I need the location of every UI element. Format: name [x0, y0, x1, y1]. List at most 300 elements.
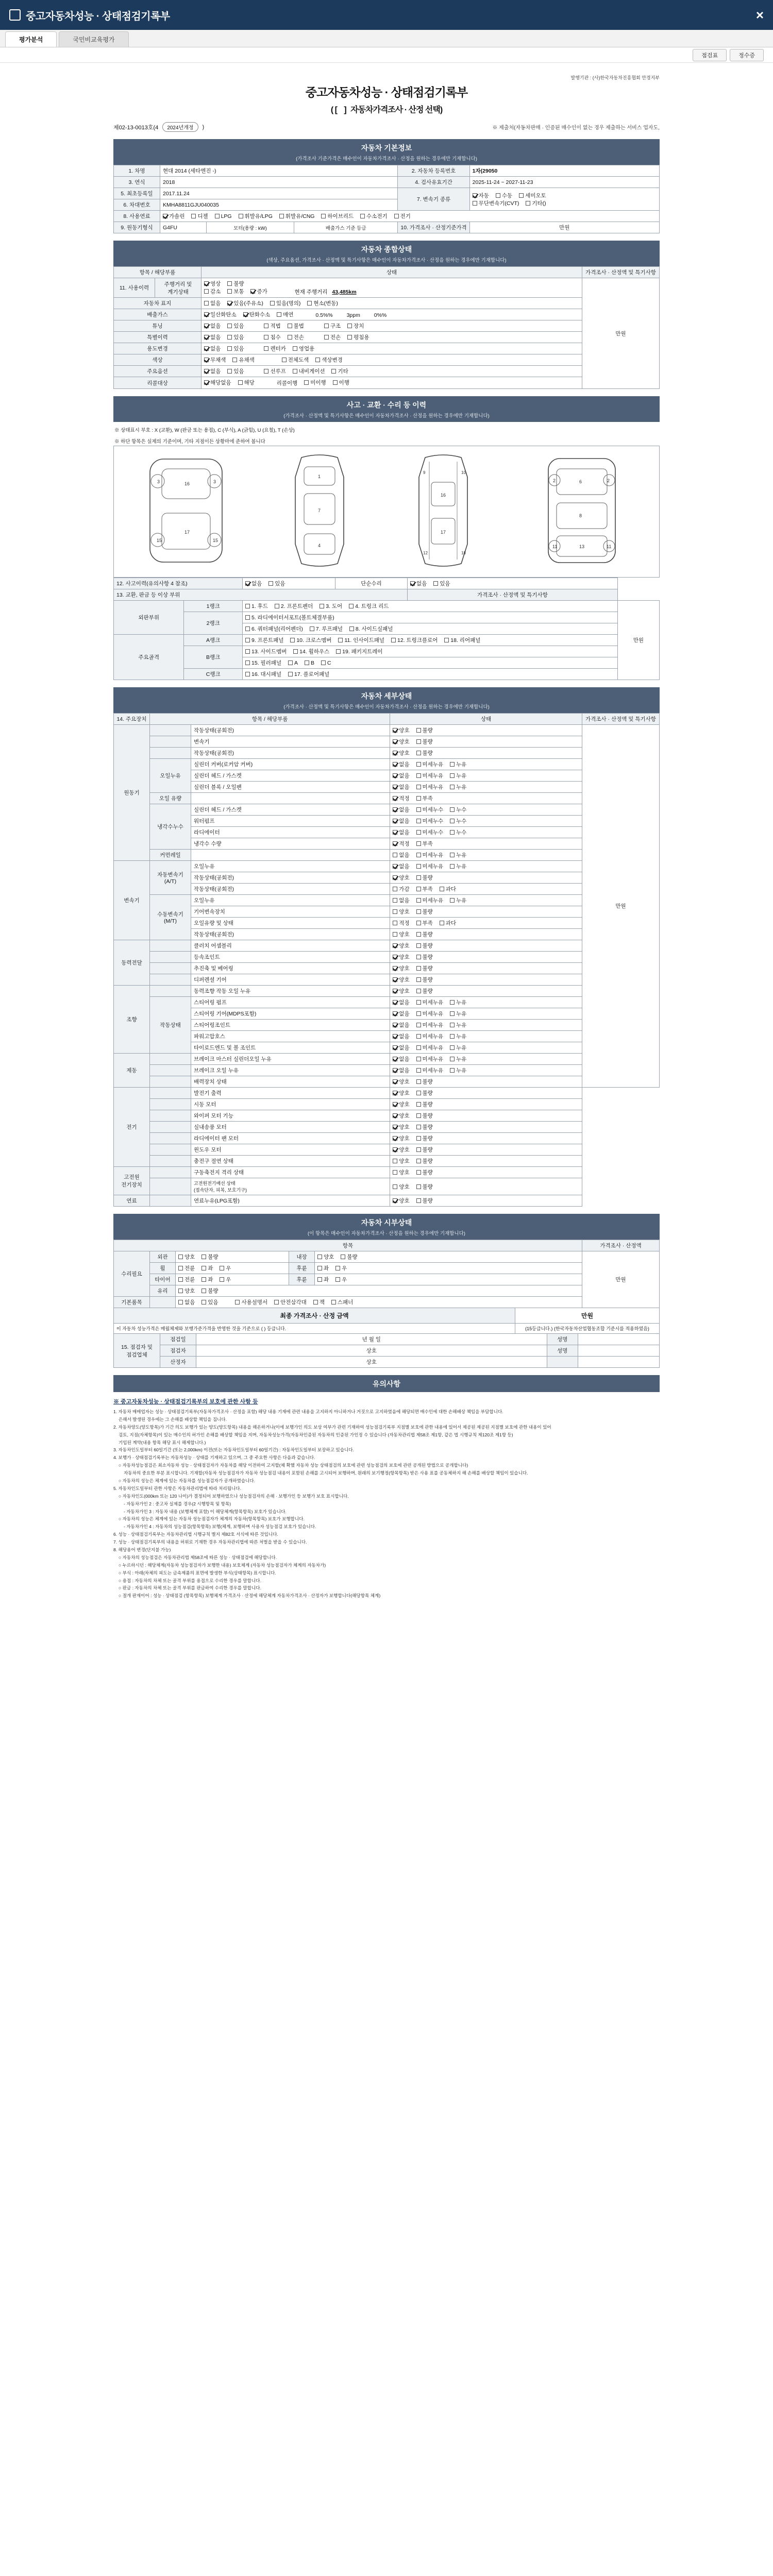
- value-B랭크[interactable]: [243, 646, 618, 657]
- checkbox-불법[interactable]: [288, 322, 304, 330]
- value-산정기준가격[interactable]: 만원: [469, 222, 659, 233]
- checkbox-없음[interactable]: [393, 1066, 409, 1074]
- checkbox-무단변속기[interactable]: [473, 199, 519, 207]
- state-유리[interactable]: [176, 1285, 582, 1297]
- state-윈도우모터[interactable]: [390, 1144, 582, 1156]
- value-A랭크[interactable]: [243, 635, 618, 646]
- state-와이퍼모터[interactable]: [390, 1110, 582, 1122]
- checkbox-가감[interactable]: [393, 885, 409, 893]
- 정수증-button[interactable]: 정수증: [730, 49, 764, 61]
- value-용도변경[interactable]: [201, 343, 582, 354]
- checkbox-후드[interactable]: [245, 602, 268, 610]
- checkbox-누유[interactable]: [450, 862, 466, 870]
- checkbox-양호[interactable]: [393, 1078, 409, 1086]
- checkbox-양호[interactable]: [393, 987, 409, 995]
- state-실린더헤드[interactable]: [390, 770, 582, 782]
- state-스티어링펌프[interactable]: [390, 997, 582, 1008]
- value-성명3[interactable]: [578, 1357, 659, 1368]
- value-co[interactable]: 0.5%%: [315, 312, 333, 318]
- checkbox-좌[interactable]: [317, 1264, 329, 1272]
- checkbox-불량[interactable]: [416, 726, 433, 734]
- state-타이로드엔드[interactable]: [390, 1042, 582, 1054]
- value-튜닝[interactable]: [201, 320, 582, 332]
- checkbox-사용설명서[interactable]: [235, 1298, 267, 1306]
- value-원동기형식[interactable]: G4FU: [160, 222, 207, 233]
- checkbox-양호[interactable]: [393, 749, 409, 757]
- checkbox-구조[interactable]: [324, 322, 341, 330]
- checkbox-불량[interactable]: [416, 930, 433, 938]
- checkbox-영업용[interactable]: [293, 345, 314, 352]
- state-변속기[interactable]: [390, 736, 582, 748]
- checkbox-필러A[interactable]: [288, 660, 298, 666]
- checkbox-누수[interactable]: [450, 828, 466, 836]
- value-색상[interactable]: [201, 354, 582, 366]
- checkbox-누유[interactable]: [450, 998, 466, 1006]
- checkbox-누수[interactable]: [450, 817, 466, 825]
- checkbox-없음[interactable]: [393, 1044, 409, 1052]
- state-파워고압호스[interactable]: [390, 1031, 582, 1042]
- state-배력장치상태[interactable]: [390, 1076, 582, 1088]
- checkbox-없음[interactable]: [393, 1021, 409, 1029]
- checkbox-렌터카[interactable]: [264, 345, 285, 352]
- value-C랭크[interactable]: [243, 669, 618, 680]
- state-자동작동상태[interactable]: [390, 872, 582, 884]
- checkbox-부족[interactable]: [416, 885, 433, 893]
- checkbox-튜닝있음[interactable]: [227, 322, 244, 330]
- checkbox-불량[interactable]: [416, 1123, 433, 1131]
- state-구동축전지격리[interactable]: [390, 1167, 582, 1178]
- state-디퍼렌셜기어[interactable]: [390, 974, 582, 986]
- checkbox-미세누유[interactable]: [416, 998, 444, 1006]
- checkbox-전기[interactable]: [394, 212, 411, 220]
- checkbox-양호[interactable]: [393, 1168, 409, 1176]
- checkbox-우[interactable]: [335, 1276, 347, 1283]
- checkbox-대시패널[interactable]: [245, 670, 281, 678]
- tab-평가분석[interactable]: 평가분석: [5, 31, 57, 47]
- value-accident-price[interactable]: 만원: [617, 601, 659, 680]
- value-2랭크-a[interactable]: [243, 612, 618, 623]
- checkbox-용도있음[interactable]: [227, 345, 244, 352]
- value-검사유효기간[interactable]: 2025-11-24 ~ 2027-11-23: [469, 177, 659, 188]
- value-차대번호[interactable]: KMHA8811GJU040035: [160, 199, 398, 211]
- value-변속기종류[interactable]: [469, 188, 659, 211]
- checkbox-침수[interactable]: [264, 333, 280, 341]
- checkbox-양호[interactable]: [393, 874, 409, 882]
- checkbox-좌[interactable]: [201, 1276, 213, 1283]
- checkbox-누유[interactable]: [450, 851, 466, 859]
- value-detail-price[interactable]: 만원: [582, 725, 660, 1088]
- checkbox-양호[interactable]: [178, 1253, 195, 1261]
- checkbox-누유[interactable]: [450, 783, 466, 791]
- state-내장[interactable]: [315, 1251, 582, 1263]
- value-최초등록일[interactable]: 2017.11.24: [160, 188, 398, 199]
- checkbox-좌[interactable]: [201, 1264, 213, 1272]
- checkbox-누수[interactable]: [450, 806, 466, 814]
- checkbox-양호[interactable]: [393, 1123, 409, 1131]
- state-냉각수수량[interactable]: [390, 838, 582, 850]
- checkbox-부족[interactable]: [416, 840, 433, 848]
- checkbox-없음[interactable]: [393, 783, 409, 791]
- checkbox-미세누유[interactable]: [416, 862, 444, 870]
- value-점검일[interactable]: 년 월 일: [196, 1334, 547, 1345]
- checkbox-불량[interactable]: [416, 1112, 433, 1120]
- checkbox-옵션없음[interactable]: [204, 367, 221, 375]
- checkbox-미세누유[interactable]: [416, 1021, 444, 1029]
- checkbox-라디에이터서포트[interactable]: [245, 614, 334, 621]
- checkbox-트렁크플로어[interactable]: [391, 636, 438, 644]
- checkbox-없음[interactable]: [204, 299, 221, 307]
- checkbox-해당[interactable]: [238, 379, 255, 386]
- state-라디에이터[interactable]: [390, 827, 582, 838]
- checkbox-내비게이션[interactable]: [293, 367, 325, 375]
- state-휠[interactable]: [176, 1263, 289, 1274]
- checkbox-프론트패널[interactable]: [245, 636, 283, 644]
- checkbox-없음[interactable]: [393, 862, 409, 870]
- checkbox-크로스멤버[interactable]: [290, 636, 331, 644]
- checkbox-적정[interactable]: [393, 919, 409, 927]
- state-실내송풍모터[interactable]: [390, 1122, 582, 1133]
- checkbox-이행[interactable]: [333, 379, 349, 386]
- checkbox-보통[interactable]: [227, 287, 244, 295]
- value-산정자-상호[interactable]: 상호: [196, 1357, 547, 1368]
- checkbox-미이행[interactable]: [304, 379, 326, 386]
- checkbox-디젤[interactable]: [191, 212, 208, 220]
- checkbox-양호[interactable]: [178, 1287, 195, 1295]
- checkbox-불량[interactable]: [416, 964, 433, 972]
- value-리콜대상[interactable]: [201, 377, 582, 389]
- state-발전기출력[interactable]: [390, 1088, 582, 1099]
- checkbox-불량[interactable]: [416, 1168, 433, 1176]
- value-total[interactable]: 만원: [515, 1308, 660, 1324]
- value-사용연료[interactable]: [160, 211, 660, 222]
- state-커먼레일[interactable]: [390, 850, 582, 861]
- checkbox-사이드실패널[interactable]: [349, 625, 393, 633]
- value-extra-price[interactable]: 만원: [582, 1251, 660, 1308]
- checkbox-휘발유LPG[interactable]: [239, 212, 273, 220]
- state-후륜[interactable]: [315, 1263, 582, 1274]
- state-충전구절연[interactable]: [390, 1156, 582, 1167]
- checkbox-불량[interactable]: [201, 1253, 218, 1261]
- checkbox-가솔린[interactable]: [163, 212, 184, 220]
- state-수동작동상태[interactable]: [390, 929, 582, 940]
- checkbox-불량[interactable]: [416, 1089, 433, 1097]
- checkbox-양호[interactable]: [393, 964, 409, 972]
- checkbox-단순없음[interactable]: [410, 580, 427, 587]
- checkbox-누유[interactable]: [450, 1055, 466, 1063]
- checkbox-양호[interactable]: [393, 1146, 409, 1154]
- checkbox-매연[interactable]: [277, 311, 293, 318]
- checkbox-누유[interactable]: [450, 896, 466, 904]
- checkbox-양호[interactable]: [317, 1253, 334, 1261]
- state-동력조향누유[interactable]: [390, 986, 582, 997]
- checkbox-평침용[interactable]: [347, 333, 369, 341]
- checkbox-없음[interactable]: [393, 998, 409, 1006]
- state-연료누유[interactable]: [390, 1195, 582, 1207]
- value-필러패널[interactable]: [243, 657, 618, 669]
- checkbox-특별없음[interactable]: [204, 333, 221, 341]
- checkbox-불량[interactable]: [416, 987, 433, 995]
- state-후륜2[interactable]: [315, 1274, 582, 1285]
- checkbox-불량[interactable]: [416, 908, 433, 916]
- value-배출가스[interactable]: [201, 309, 582, 320]
- state-브레이크오일누유[interactable]: [390, 1065, 582, 1076]
- checkbox-누유[interactable]: [450, 1044, 466, 1052]
- value-주요옵션[interactable]: [201, 366, 582, 377]
- checkbox-전손[interactable]: [288, 333, 304, 341]
- state-자동오일누유[interactable]: [390, 861, 582, 872]
- checkbox-미세누수[interactable]: [416, 828, 444, 836]
- value-smoke[interactable]: 0%%: [374, 312, 387, 318]
- value-단순수리[interactable]: [408, 578, 618, 589]
- value-연식[interactable]: 2018: [160, 177, 398, 188]
- value-사고이력[interactable]: [243, 578, 335, 589]
- checkbox-불량[interactable]: [416, 942, 433, 950]
- tab-국민비교육평가[interactable]: 국민비교육평가: [59, 31, 128, 47]
- checkbox-누유[interactable]: [450, 1010, 466, 1018]
- checkbox-스패너[interactable]: [331, 1298, 353, 1306]
- state-스티어링기어[interactable]: [390, 1008, 582, 1020]
- checkbox-과다[interactable]: [440, 885, 456, 893]
- checkbox-전체도색[interactable]: [282, 356, 309, 364]
- state-라디에이터팬모터[interactable]: [390, 1133, 582, 1144]
- checkbox-없음[interactable]: [178, 1298, 195, 1306]
- checkbox-세미오토[interactable]: [519, 192, 546, 199]
- checkbox-일산화탄소[interactable]: [204, 311, 237, 318]
- checkbox-미세누유[interactable]: [416, 1032, 444, 1040]
- value-성명2[interactable]: [578, 1345, 659, 1357]
- checkbox-현소변동[interactable]: [307, 299, 338, 307]
- checkbox-없음[interactable]: [393, 1055, 409, 1063]
- checkbox-부족[interactable]: [416, 919, 433, 927]
- checkbox-과다[interactable]: [440, 919, 456, 927]
- checkbox-미세누수[interactable]: [416, 817, 444, 825]
- state-냉각헤드[interactable]: [390, 804, 582, 816]
- checkbox-트렁크리드[interactable]: [349, 602, 389, 610]
- checkbox-양호[interactable]: [393, 738, 409, 745]
- checkbox-미세누수[interactable]: [416, 806, 444, 814]
- checkbox-누유[interactable]: [450, 1066, 466, 1074]
- state-실린더커버[interactable]: [390, 759, 582, 770]
- checkbox-적정[interactable]: [393, 794, 409, 802]
- checkbox-불량[interactable]: [416, 738, 433, 745]
- checkbox-미세누유[interactable]: [416, 783, 444, 791]
- checkbox-양호[interactable]: [393, 976, 409, 984]
- checkbox-적법[interactable]: [264, 322, 280, 330]
- state-기본품목[interactable]: [176, 1297, 582, 1308]
- checkbox-불량[interactable]: [416, 1197, 433, 1205]
- checkbox-없음[interactable]: [393, 1032, 409, 1040]
- checkbox-없음[interactable]: [393, 828, 409, 836]
- state-작동상태1[interactable]: [390, 725, 582, 736]
- checkbox-미세누유[interactable]: [416, 851, 444, 859]
- checkbox-미세누유[interactable]: [416, 1055, 444, 1063]
- checkbox-기타[interactable]: [526, 199, 546, 207]
- checkbox-미세누유[interactable]: [416, 1066, 444, 1074]
- checkbox-있음[interactable]: [201, 1298, 218, 1306]
- value-등록번호[interactable]: 1자(29050: [469, 165, 659, 177]
- checkbox-인사이드패널[interactable]: [338, 636, 384, 644]
- checkbox-잭[interactable]: [313, 1298, 325, 1306]
- checkbox-미세누유[interactable]: [416, 772, 444, 779]
- value-성명1[interactable]: [578, 1334, 659, 1345]
- checkbox-LPG[interactable]: [215, 213, 232, 219]
- value-hc[interactable]: 3ppm: [346, 312, 360, 318]
- checkbox-특별있음[interactable]: [227, 333, 244, 341]
- checkbox-필러B[interactable]: [305, 660, 314, 666]
- state-오일유량[interactable]: [390, 793, 582, 804]
- checkbox-불량[interactable]: [416, 1134, 433, 1142]
- checkbox-사고있음[interactable]: [268, 580, 285, 587]
- value-2랭크-b[interactable]: [243, 623, 618, 635]
- checkbox-유채색[interactable]: [232, 356, 254, 364]
- checkbox-영상[interactable]: [204, 280, 221, 287]
- state-작동상태2[interactable]: [390, 748, 582, 759]
- checkbox-전륜[interactable]: [178, 1276, 195, 1283]
- checkbox-양호[interactable]: [393, 942, 409, 950]
- checkbox-좌[interactable]: [317, 1276, 329, 1283]
- checkbox-양호[interactable]: [393, 1183, 409, 1191]
- checkbox-탄화수소[interactable]: [243, 311, 271, 318]
- checkbox-리어패널[interactable]: [444, 636, 480, 644]
- checkbox-우[interactable]: [220, 1276, 231, 1283]
- checkbox-없음[interactable]: [393, 806, 409, 814]
- checkbox-없음[interactable]: [393, 896, 409, 904]
- checkbox-양호[interactable]: [393, 953, 409, 961]
- checkbox-미세누유[interactable]: [416, 896, 444, 904]
- checkbox-휠하우스[interactable]: [293, 648, 329, 655]
- checkbox-단순있음[interactable]: [433, 580, 450, 587]
- checkbox-불량[interactable]: [416, 1146, 433, 1154]
- value-주행거리계기[interactable]: [201, 278, 582, 298]
- checkbox-수동[interactable]: [496, 192, 512, 199]
- value-overall-price-note[interactable]: 만원: [582, 278, 660, 389]
- state-클러치어셈블리[interactable]: [390, 940, 582, 952]
- checkbox-불량[interactable]: [416, 1157, 433, 1165]
- checkbox-양호[interactable]: [393, 726, 409, 734]
- state-수동유량상태[interactable]: [390, 918, 582, 929]
- checkbox-양호[interactable]: [393, 1134, 409, 1142]
- checkbox-우[interactable]: [220, 1264, 231, 1272]
- checkbox-전손2[interactable]: [324, 333, 341, 341]
- value-1랭크[interactable]: [243, 601, 618, 612]
- state-타이어[interactable]: [176, 1274, 289, 1285]
- checkbox-옵션있음[interactable]: [227, 367, 244, 375]
- checkbox-자동[interactable]: [473, 192, 489, 199]
- checkbox-무채색[interactable]: [204, 356, 226, 364]
- checkbox-사고없음[interactable]: [245, 580, 262, 587]
- checkbox-해당없음[interactable]: [204, 379, 231, 386]
- checkbox-불량[interactable]: [416, 1100, 433, 1108]
- state-시동모터[interactable]: [390, 1099, 582, 1110]
- checkbox-적정[interactable]: [393, 840, 409, 848]
- checkbox-있음-명의[interactable]: [270, 299, 301, 307]
- checkbox-불량[interactable]: [416, 874, 433, 882]
- value-자동차표지[interactable]: [201, 298, 582, 309]
- checkbox-도어[interactable]: [320, 602, 342, 610]
- checkbox-불량[interactable]: [201, 1287, 218, 1295]
- checkbox-양호[interactable]: [393, 1089, 409, 1097]
- checkbox-미세누유[interactable]: [416, 760, 444, 768]
- state-추진축베어링[interactable]: [390, 963, 582, 974]
- state-기어변속장치[interactable]: [390, 906, 582, 918]
- state-외관[interactable]: [176, 1251, 289, 1263]
- checkbox-사이드멤버[interactable]: [245, 648, 287, 655]
- checkbox-불량[interactable]: [416, 976, 433, 984]
- checkbox-증가[interactable]: [250, 287, 267, 295]
- checkbox-불량[interactable]: [227, 280, 244, 287]
- checkbox-불량[interactable]: [416, 749, 433, 757]
- checkbox-없음[interactable]: [393, 851, 409, 859]
- state-마스터실린더[interactable]: [390, 1054, 582, 1065]
- checkbox-누유[interactable]: [450, 1021, 466, 1029]
- state-워터펌프[interactable]: [390, 816, 582, 827]
- checkbox-불량[interactable]: [416, 953, 433, 961]
- checkbox-불량[interactable]: [341, 1253, 357, 1261]
- checkbox-양호[interactable]: [393, 908, 409, 916]
- state-스티어링조인트[interactable]: [390, 1020, 582, 1031]
- value-점검자-상호[interactable]: 상호: [196, 1345, 547, 1357]
- checkbox-쿼터패널[interactable]: [245, 625, 303, 633]
- checkbox-양호[interactable]: [393, 1100, 409, 1108]
- checkbox-양호[interactable]: [393, 930, 409, 938]
- checkbox-양호[interactable]: [393, 1197, 409, 1205]
- value-특별이력[interactable]: [201, 332, 582, 343]
- checkbox-필러패널[interactable]: [245, 659, 281, 667]
- checkbox-전륜[interactable]: [178, 1264, 195, 1272]
- checkbox-불량[interactable]: [416, 1078, 433, 1086]
- checkbox-패키지트레이[interactable]: [336, 648, 382, 655]
- checkbox-없음[interactable]: [393, 772, 409, 779]
- checkbox-불량[interactable]: [416, 1183, 433, 1191]
- checkbox-하이브리드[interactable]: [321, 212, 354, 220]
- state-자동유량[interactable]: [390, 884, 582, 895]
- checkbox-우[interactable]: [335, 1264, 347, 1272]
- checkbox-휘발유CNG[interactable]: [279, 212, 315, 220]
- 점검표-button[interactable]: 점검표: [693, 49, 727, 61]
- checkbox-누유[interactable]: [450, 1032, 466, 1040]
- checkbox-튜닝없음[interactable]: [204, 322, 221, 330]
- state-고전원전기배선[interactable]: [390, 1178, 582, 1195]
- value-현재주행거리[interactable]: 43,485km: [332, 289, 357, 295]
- state-등속조인트[interactable]: [390, 952, 582, 963]
- checkbox-플로어패널[interactable]: [288, 670, 329, 678]
- checkbox-없음[interactable]: [393, 817, 409, 825]
- checkbox-기타옵션[interactable]: [331, 367, 348, 375]
- checkbox-안전삼각대[interactable]: [274, 1298, 307, 1306]
- checkbox-감소[interactable]: [204, 287, 221, 295]
- checkbox-필러C[interactable]: [321, 660, 331, 666]
- close-icon[interactable]: ×: [755, 7, 764, 23]
- checkbox-있음-주유소[interactable]: [227, 299, 263, 307]
- state-실린더블록[interactable]: [390, 782, 582, 793]
- checkbox-누유[interactable]: [450, 772, 466, 779]
- checkbox-장치[interactable]: [347, 322, 364, 330]
- checkbox-미세누유[interactable]: [416, 1044, 444, 1052]
- checkbox-없음[interactable]: [393, 760, 409, 768]
- checkbox-누유[interactable]: [450, 760, 466, 768]
- checkbox-색상변경[interactable]: [315, 356, 343, 364]
- checkbox-없음[interactable]: [393, 1010, 409, 1018]
- value-차명[interactable]: 현대 2014 (세타엔진 -): [160, 165, 398, 177]
- state-수동오일누유[interactable]: [390, 895, 582, 906]
- checkbox-양호[interactable]: [393, 1112, 409, 1120]
- checkbox-프론트펜더[interactable]: [275, 602, 313, 610]
- checkbox-용도없음[interactable]: [204, 345, 221, 352]
- checkbox-부족[interactable]: [416, 794, 433, 802]
- checkbox-양호[interactable]: [393, 1157, 409, 1165]
- checkbox-루프패널[interactable]: [310, 625, 343, 633]
- checkbox-미세누유[interactable]: [416, 1010, 444, 1018]
